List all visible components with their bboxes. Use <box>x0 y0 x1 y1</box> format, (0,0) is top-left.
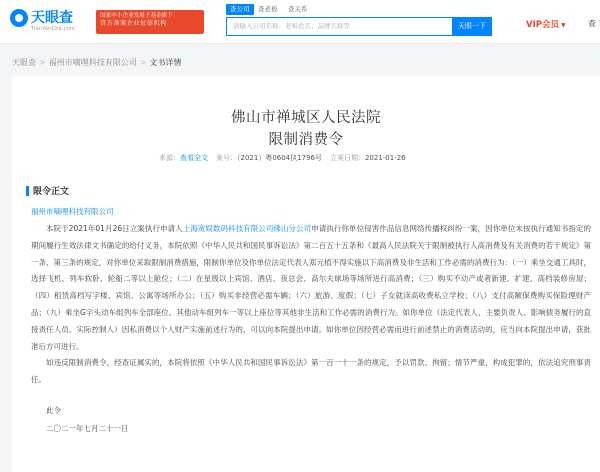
applicant-link[interactable]: 上海宽娱数码科技有限公司佛山分公司 <box>182 224 312 233</box>
breadcrumb-current: 文书详情 <box>149 58 182 67</box>
logo-subtitle: TianYanCha.com <box>31 26 75 32</box>
party-company-link[interactable]: 福州市嘀哩科技有限公司 <box>31 207 114 216</box>
document-meta <box>159 153 406 163</box>
document-title: 限制消费令 <box>268 132 344 148</box>
tab-company[interactable]: 查公司 <box>226 4 254 15</box>
chevron-down-icon: ▼ <box>560 22 566 29</box>
court-name: 佛山市禅城区人民法院 <box>231 110 381 126</box>
section-title: 限令正文 <box>33 187 70 197</box>
source-label: 来源： <box>159 154 180 162</box>
top-header <box>0 0 600 44</box>
search-button[interactable]: 天眼一下 <box>452 17 492 36</box>
case-number: （2021）粤0604执1796号 <box>237 154 322 162</box>
search-input[interactable]: 请输入公司名称、老板姓名、品牌名称等 <box>226 17 452 36</box>
paragraph-2: 如违反限制消费令，经查证属实的，本院将依照《中华人民共和国民事诉讼法》第一百一十一条的规定，予以罚款、拘留；情节严重，构成犯罪的，依法追究刑事责任。 <box>31 358 591 385</box>
vip-label: VIP会员 <box>526 20 559 30</box>
tianyancha-logo[interactable] <box>10 7 90 37</box>
paragraph-1: 本院于2021年01月26日立案执行申请人上海宽娱数码科技有限公司佛山分公司申请执行你单位侵害作品信息网络传播权纠纷一案，因你单位未按执行通知书指定的期间履行生效法律文书确定的给付义务，本院依照《中华人民共和国民事诉讼法》第二百五十五条和《最高人民法院关于限制被执行人高消费及有关消费的若干规定》第一条、第三条的规定，对你单位采取限制消费措施，限制你单位及你单位法定代表人郑元植不得实施以下高消费及非生活和工作必需的消费行为：（一）乘坐交通工具时，选择飞机、列车软卧、轮船二等以上舱位；（二）在星级以上宾馆、酒店、夜总会、高尔夫球场等场所进行高消费；（三）购买不动产或者新建、扩建、高档装修房屋；（四）租赁高档写字楼、宾馆、公寓等场所办公；（五）购买非经营必需车辆；（六）旅游、度假；（七）子女就读高收费私立学校；（八）支付高额保费购买保险理财产品；（九）乘坐G字头动车组列车全部座位、其他动车组列车一等以上座位等其他非生活和工作必需的消费行为。如你单位（法定代表人、主要负责人、影响债务履行的直接责任人员、实际控制人）因私消费以个人财产实施前述行为的，可以向本院提出申请。如你单位因经营必需而进行前述禁止的消费活动的，应当向本院提出申请，获批准后方可进行。 <box>31 224 591 351</box>
badge-line-1: 国家中小企业发展子基金旗下 <box>100 13 173 19</box>
eye-logo-icon <box>10 9 28 27</box>
logo-text: 天眼查 <box>31 10 73 26</box>
header-more-link[interactable]: 查 <box>588 19 596 28</box>
breadcrumb-separator: > <box>139 58 147 67</box>
date-label: 立案日期： <box>329 154 365 162</box>
case-label: 案号： <box>216 154 237 162</box>
vip-member-button[interactable] <box>526 18 566 30</box>
breadcrumb-separator: > <box>39 58 46 67</box>
breadcrumb <box>12 57 181 68</box>
document-body <box>31 221 591 389</box>
tab-boss[interactable]: 查老板 <box>258 5 278 13</box>
gov-certification-badge <box>96 10 204 34</box>
badge-line-2: 官方备案企业征信机构 <box>100 19 167 27</box>
breadcrumb-home[interactable]: 天眼查 <box>12 58 36 67</box>
document-panel <box>12 76 600 472</box>
closing-date: 二〇二一年七月二十一日 <box>46 424 129 433</box>
view-full-text-link[interactable]: 查看全文 <box>180 154 208 162</box>
breadcrumb-company[interactable]: 福州市嘀哩科技有限公司 <box>48 58 137 67</box>
tab-relation[interactable]: 查关系 <box>288 5 308 13</box>
closing-order: 此令 <box>46 406 61 415</box>
filing-date: 2021-01-26 <box>364 154 406 162</box>
